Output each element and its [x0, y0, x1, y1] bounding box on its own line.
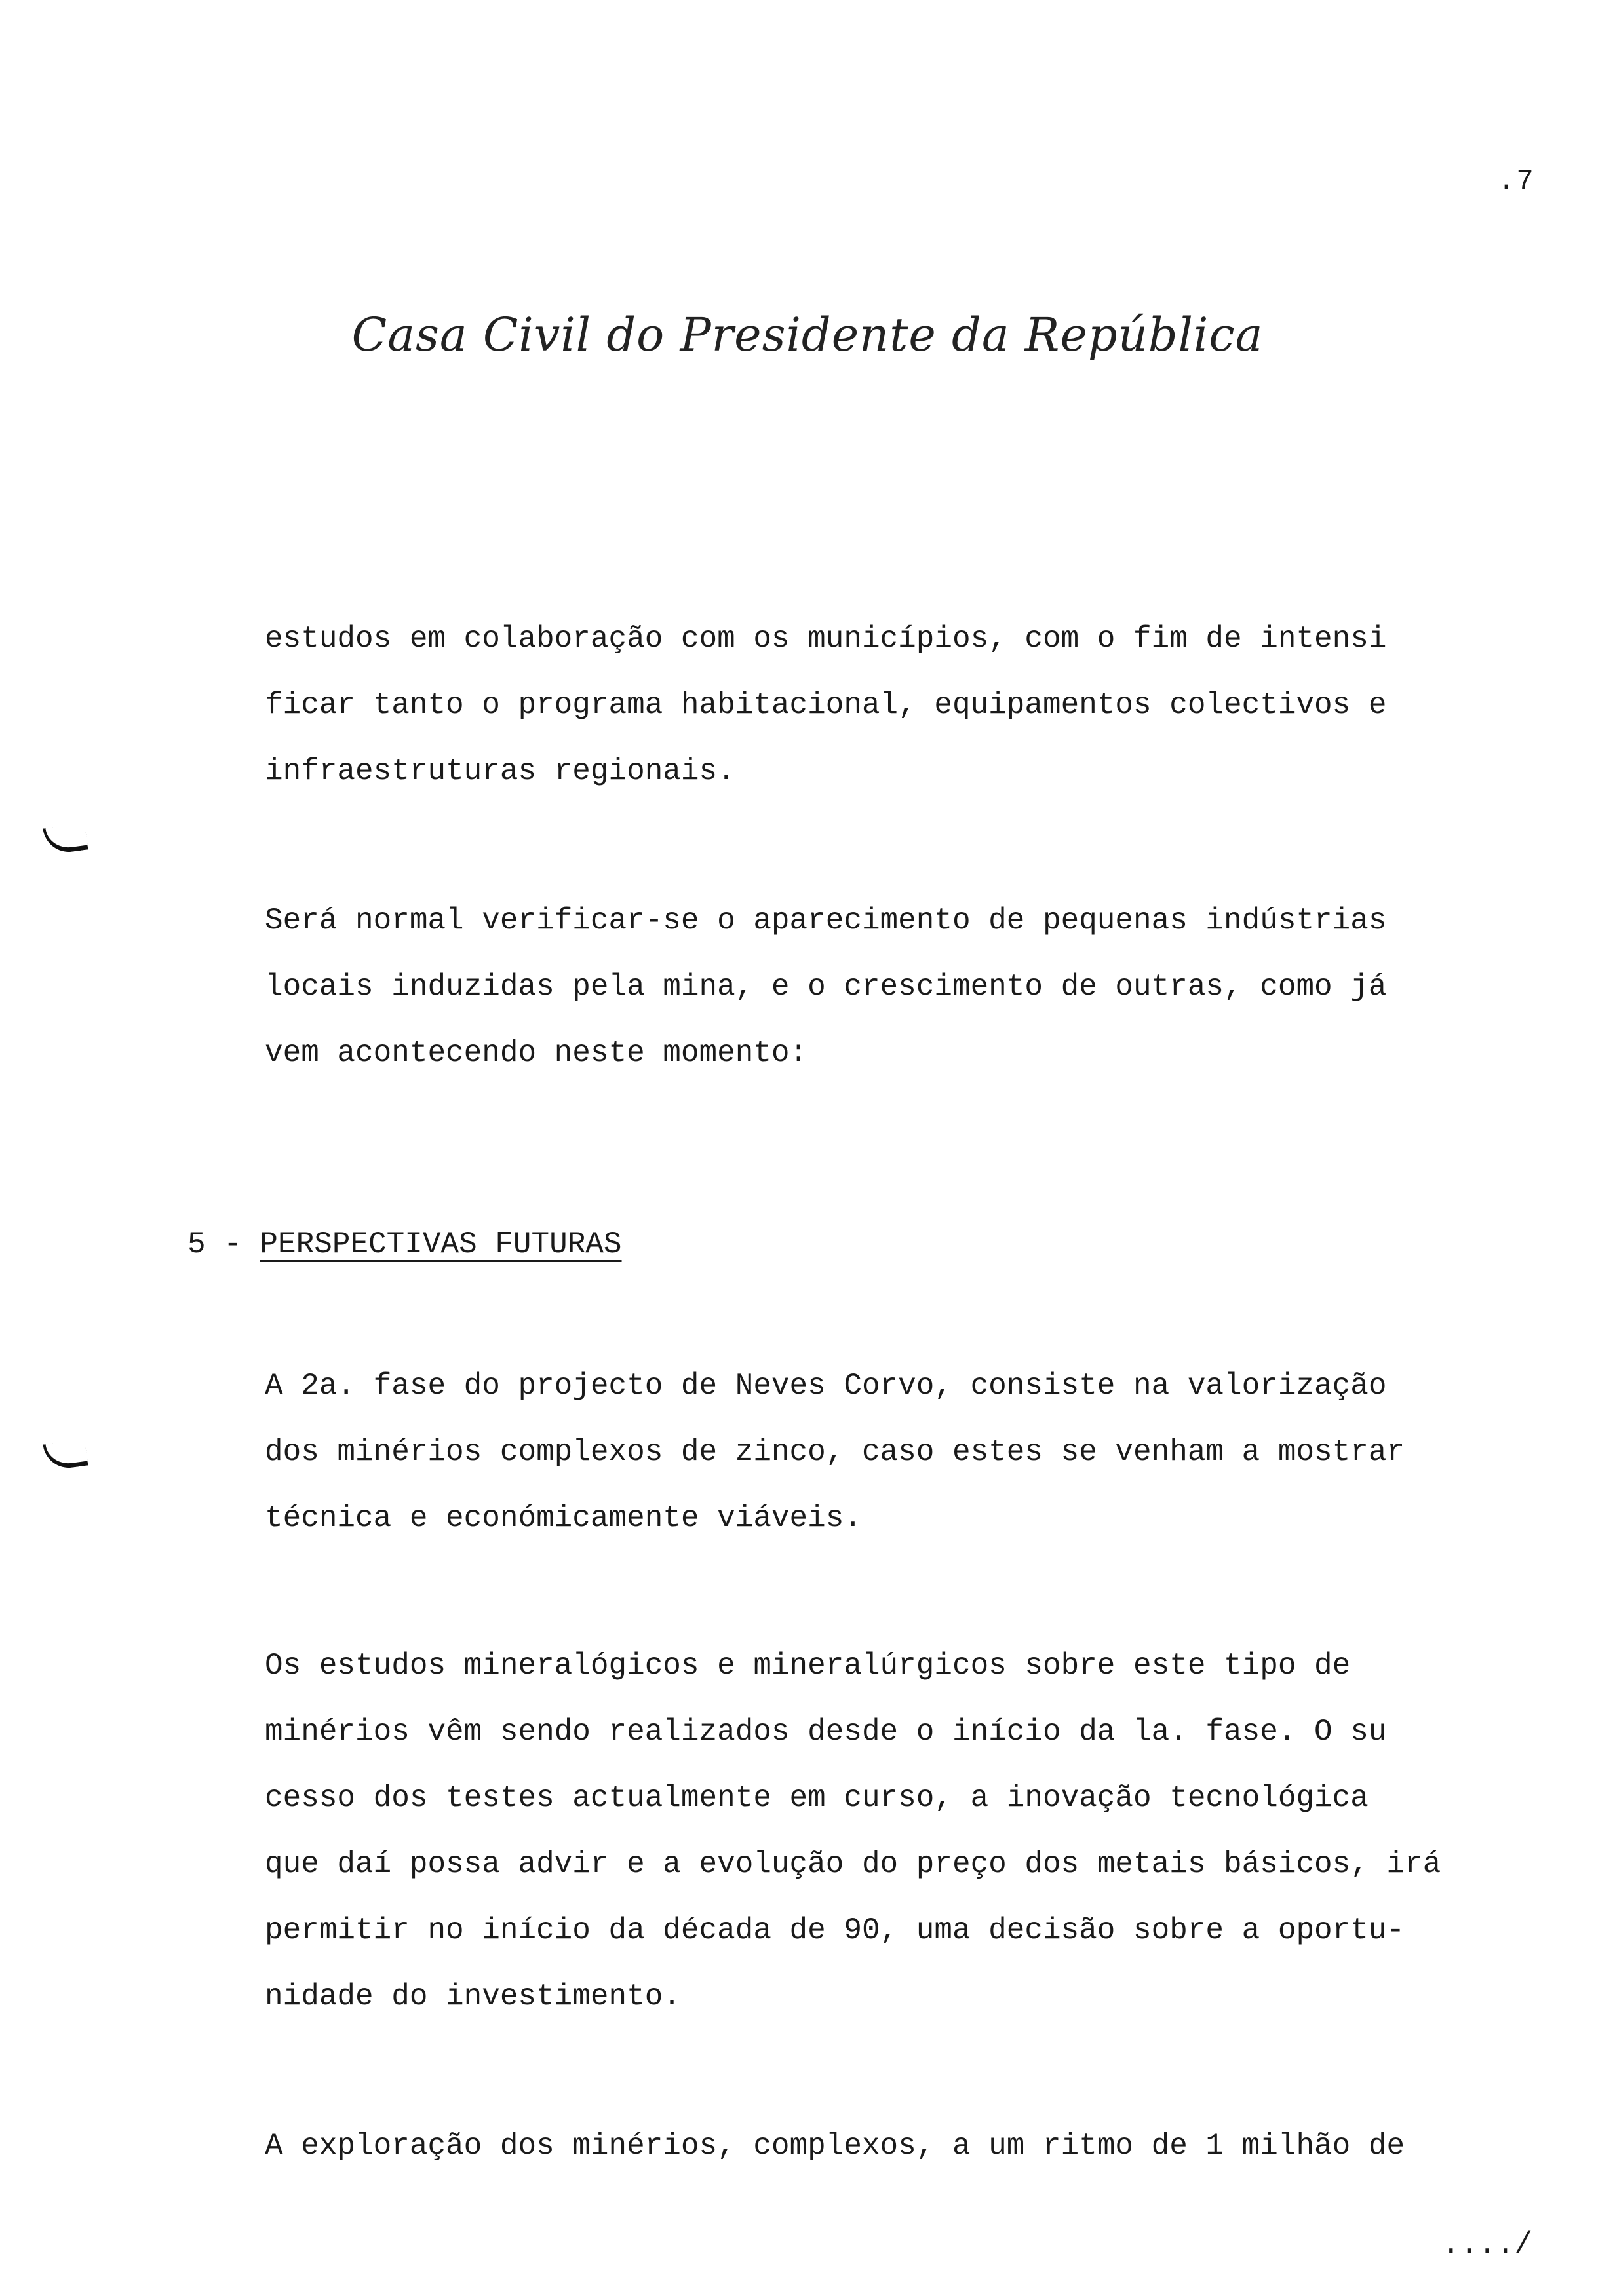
text-line: A exploração dos minérios, complexos, a um ritmo de 1 milhão de — [265, 2129, 1405, 2163]
section-title: PERSPECTIVAS FUTURAS — [260, 1227, 622, 1261]
section-heading — [187, 1227, 622, 1261]
text-line: Será normal verificar-se o aparecimento de pequenas indústrias — [265, 904, 1387, 938]
margin-mark — [43, 1439, 88, 1472]
continuation-mark: ..../ — [1442, 2228, 1533, 2262]
text-line: infraestruturas regionais. — [265, 754, 735, 788]
paragraph — [265, 606, 1386, 805]
paragraph — [265, 1633, 1441, 2030]
text-line: técnica e económicamente viáveis. — [265, 1501, 862, 1535]
paragraph — [265, 1353, 1405, 1552]
letterhead: Casa Civil do Presidente da República — [351, 308, 1264, 362]
text-line: permitir no início da década de 90, uma decisão sobre a oportu- — [265, 1913, 1405, 1947]
section-number: 5 - — [187, 1227, 260, 1261]
text-line: cesso dos testes actualmente em curso, a inovação tecnológica — [265, 1781, 1369, 1815]
text-line: vem acontecendo neste momento: — [265, 1036, 808, 1070]
paragraph — [265, 888, 1386, 1086]
margin-mark — [43, 823, 88, 856]
page-number: .7 — [1498, 165, 1535, 198]
text-line: A 2a. fase do projecto de Neves Corvo, consiste na valorização — [265, 1369, 1387, 1403]
text-line: minérios vêm sendo realizados desde o início da la. fase. O su — [265, 1715, 1387, 1749]
text-line: Os estudos mineralógicos e mineralúrgicos sobre este tipo de — [265, 1649, 1351, 1683]
text-line: dos minérios complexos de zinco, caso estes se venham a mostrar — [265, 1435, 1405, 1469]
text-line: estudos em colaboração com os municípios, com o fim de intensi — [265, 622, 1387, 656]
text-line: locais induzidas pela mina, e o crescimento de outras, como já — [265, 970, 1387, 1004]
text-line: nidade do investimento. — [265, 1980, 681, 2014]
paragraph — [265, 2113, 1405, 2179]
text-line: ficar tanto o programa habitacional, equipamentos colectivos e — [265, 688, 1387, 722]
text-line: que daí possa advir e a evolução do preço dos metais básicos, irá — [265, 1847, 1441, 1881]
